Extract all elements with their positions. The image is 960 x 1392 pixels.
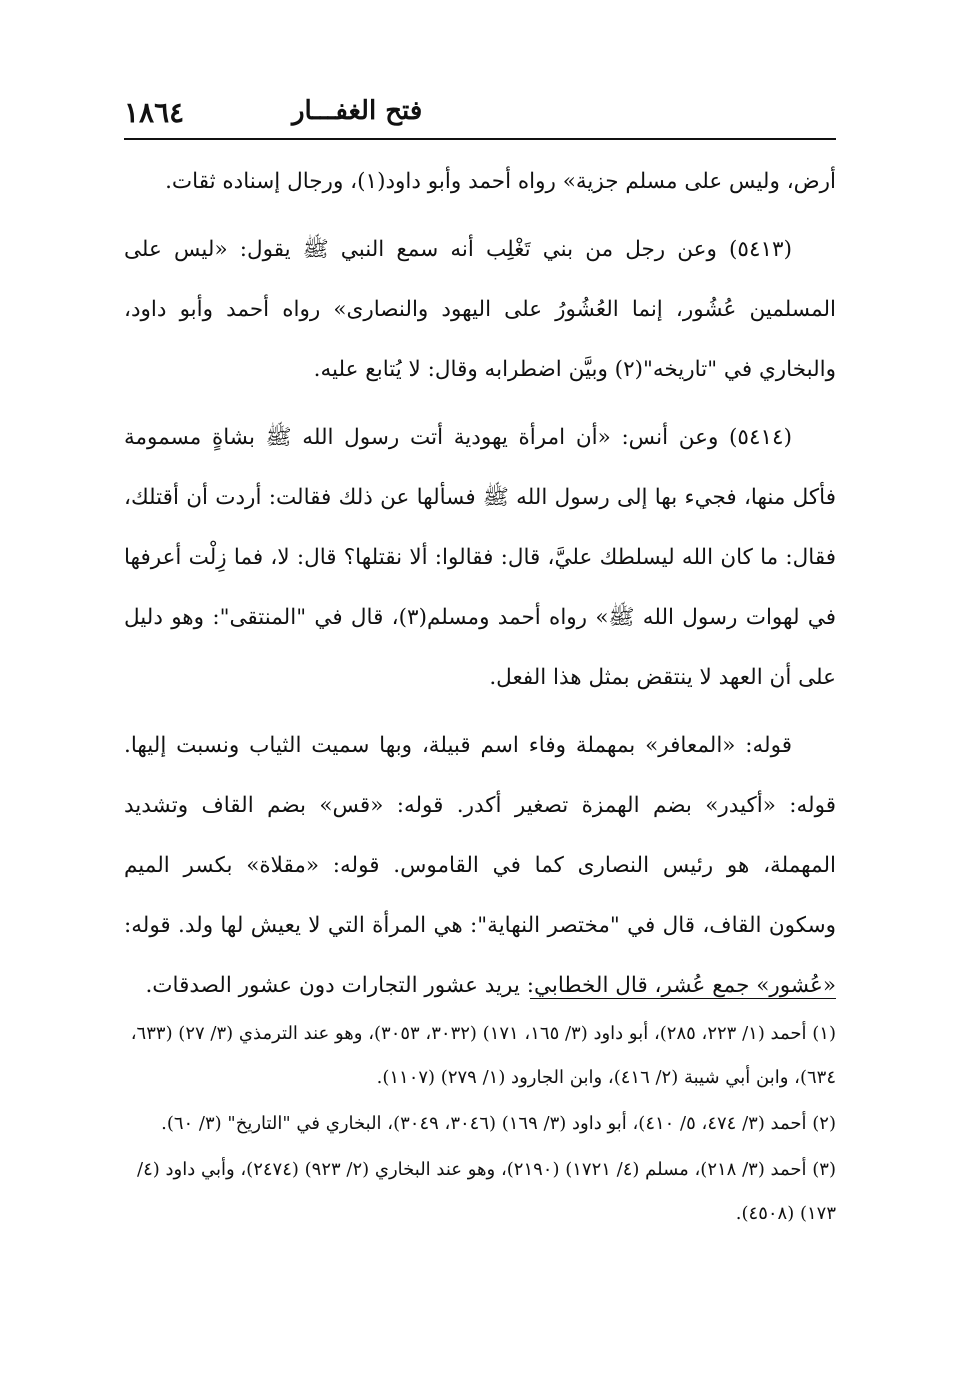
footnote-separator: [530, 998, 836, 999]
footnotes: [124, 1012, 836, 1238]
footnote-2: (٢) أحمد (٣/ ٤٧٤، ٥/ ٤١٠)، أبو داود (٣/ ١٦٩) (٣٠٤٦، ٣٠٤٩)، البخاري في "التاريخ" (٣/ ٦٠).: [161, 1113, 836, 1134]
footnote-1: (١) أحمد (١/ ٢٢٣، ٢٨٥)، أبو داود (٣/ ١٦٥، ١٧١) (٣٠٣٢، ٣٠٥٣)، وهو عند الترمذي (٣/ ٢٧) (٦٣٣، ٦٣٤)، وابن أبي شيبة (٢/ ٤١٦)، وابن الجارود (١/ ٢٧٩) (١١٠٧).: [130, 1023, 836, 1088]
paragraph-continuation: أرض، وليس على مسلم جزية» رواه أحمد وأبو داود(١)، ورجال إسناده ثقات.: [165, 169, 836, 194]
running-title: فتح الغفـــار: [292, 96, 423, 126]
main-text: [124, 152, 836, 1024]
footnote-3: (٣) أحمد (٣/ ٢١٨)، مسلم (٤/ ١٧٢١) (٢١٩٠)، وهو عند البخاري (٢/ ٩٢٣) (٢٤٧٤)، وأبي داود (٤/ ١٧٣) (٤٥٠٨).: [137, 1159, 836, 1224]
commentary-paragraph: قوله: «المعافر» بمهملة وفاء اسم قبيلة، وبها سميت الثياب ونسبت إليها. قوله: «أكيدر» بضم الهمزة تصغير أكدر. قوله: «قس» بضم القاف وتشديد المهملة، هو رئيس النصارى كما في القاموس. قوله: «مقلاة» بكسر الميم وسكون القاف، قال في "مختصر النهاية": هي المرأة التي لا يعيش لها ولد. قوله: «عُشور» جمع عُشر، قال الخطابي: يريد عشور التجارات دون عشور الصدقات.: [124, 733, 836, 998]
hadith-5413: (٥٤١٣) وعن رجل من بني تَغْلِب أنه سمع النبي ﷺ يقول: «ليس على المسلمين عُشُور، إنما العُشُورُ على اليهود والنصارى» رواه أحمد وأبو داود، والبخاري في "تاريخه"(٢) وبيَّن اضطرابه وقال: لا يُتابع عليه.: [124, 237, 836, 382]
hadith-5414: (٥٤١٤) وعن أنس: «أن امرأة يهودية أتت رسول الله ﷺ بشاةٍ مسمومة فأكل منها، فجيء بها إلى رسول الله ﷺ فسألها عن ذلك فقالت: أردت أن أقتلك، فقال: ما كان الله ليسلطك عليَّ، قال: فقالوا: ألا نقتلها؟ قال: لا، فما زِلْت أعرفها في لهوات رسول الله ﷺ» رواه أحمد ومسلم(٣)، قال في "المنتقى": وهو دليل على أن العهد لا ينتقض بمثل هذا الفعل.: [124, 425, 836, 690]
page-number: ١٨٦٤: [124, 96, 185, 129]
header-rule: [124, 138, 836, 140]
page-header: [124, 94, 836, 130]
